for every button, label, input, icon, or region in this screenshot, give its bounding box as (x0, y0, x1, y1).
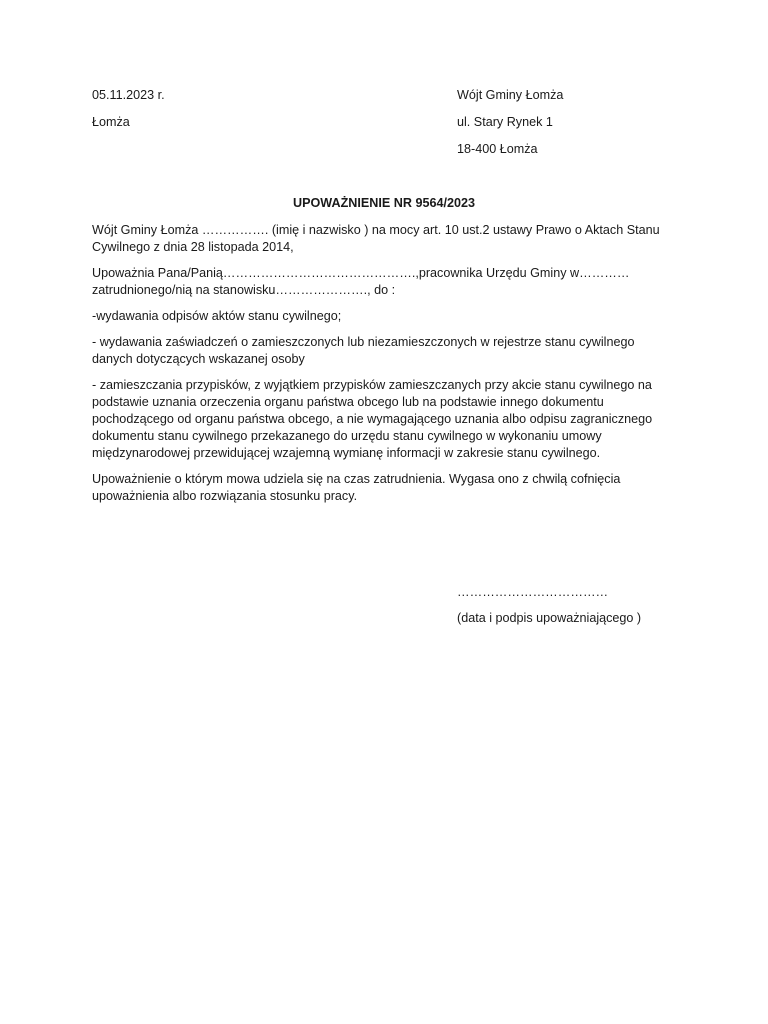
text-line: Upoważnienie o którym mowa udziela się na czas zatrudnienia. Wygasa ono z chwilą cofnięcia (92, 472, 621, 486)
paragraph-authorizes (92, 265, 666, 299)
paragraph-item-copies (92, 308, 666, 325)
document-title: UPOWAŻNIENIE NR 9564/2023 (293, 196, 475, 210)
document-body (92, 222, 666, 514)
document-city: Łomża (92, 115, 130, 129)
text-line: danych dotyczących wskazanej osoby (92, 352, 305, 366)
text-line: dokumentu stanu cywilnego przekazanego do urzędu stanu cywilnego w wykonaniu umowy (92, 429, 602, 443)
text-line: zatrudnionego/nią na stanowisku…………………., do : (92, 283, 396, 297)
paragraph-authority (92, 222, 666, 256)
text-line: pochodzącego od organu państwa obcego, a nie wymagającego uznania albo odpisu zagranicznego (92, 412, 653, 426)
text-line: - zamieszczania przypisków, z wyjątkiem przypisków zamieszczanych przy akcie stanu cywilnego na (92, 378, 652, 392)
recipient-postal: 18-400 Łomża (457, 142, 538, 156)
text-line: międzynarodowej przewidującej wzajemną wymianę informacji w zakresie stanu cywilnego. (92, 446, 601, 460)
text-line: - wydawania zaświadczeń o zamieszczonych lub niezamieszczonych w rejestrze stanu cywilnego (92, 335, 635, 349)
text-line: upoważnienia albo rozwiązania stosunku pracy. (92, 489, 358, 503)
text-line: podstawie uznania orzeczenia organu państwa obcego lub na podstawie innego dokumentu (92, 395, 604, 409)
paragraph-validity (92, 471, 666, 505)
paragraph-item-certificates (92, 334, 666, 368)
text-line: -wydawania odpisów aktów stanu cywilnego; (92, 309, 342, 323)
document-date: 05.11.2023 r. (92, 88, 165, 102)
signature-caption: (data i podpis upoważniającego ) (457, 611, 642, 625)
recipient-name: Wójt Gminy Łomża (457, 88, 564, 102)
recipient-street: ul. Stary Rynek 1 (457, 115, 553, 129)
text-line: Wójt Gminy Łomża ……………. (imię i nazwisko ) na mocy art. 10 ust.2 ustawy Prawo o Aktach Stanu (92, 223, 660, 237)
paragraph-item-annotations (92, 377, 666, 462)
signature-dots: ……………………………… (457, 585, 609, 599)
text-line: Cywilnego z dnia 28 listopada 2014, (92, 240, 294, 254)
text-line: Upoważnia Pana/Panią……………………………………….,pracownika Urzędu Gminy w………… (92, 266, 630, 280)
